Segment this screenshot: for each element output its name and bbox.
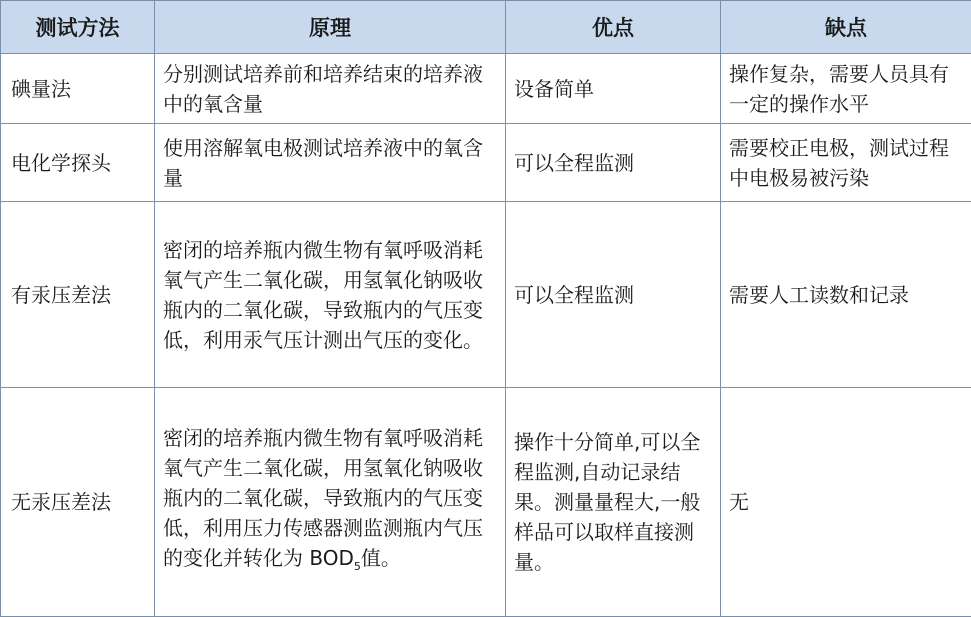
pros-cell: 可以全程监测 [506,124,721,202]
header-cons: 缺点 [721,1,971,54]
header-pros: 优点 [506,1,721,54]
principle-cell: 分别测试培养前和培养结束的培养液中的氧含量 [155,54,506,124]
table-row [1,54,971,124]
cons-cell: 操作复杂，需要人员具有一定的操作水平 [721,54,971,124]
principle-cell [155,388,506,617]
method-cell: 有汞压差法 [1,202,155,388]
principle-text-end: 值。 [361,546,401,570]
principle-text: 密闭的培养瓶内微生物有氧呼吸消耗氧气产生二氧化碳，用氢氧化钠吸收瓶内的二氧化碳，导致瓶内的气压变低，利用压力传感器测监测瓶内气压的变化并转化为 BOD [163,426,483,570]
cons-cell: 无 [721,388,971,617]
principle-cell: 密闭的培养瓶内微生物有氧呼吸消耗氧气产生二氧化碳，用氢氧化钠吸收瓶内的二氧化碳，导致瓶内的气压变低，利用汞气压计测出气压的变化。 [155,202,506,388]
method-cell: 电化学探头 [1,124,155,202]
header-method: 测试方法 [1,1,155,54]
bod-subscript: 5 [354,560,361,573]
method-cell: 碘量法 [1,54,155,124]
header-principle: 原理 [155,1,506,54]
principle-cell: 使用溶解氧电极测试培养液中的氧含量 [155,124,506,202]
table-row [1,124,971,202]
table-row [1,388,971,617]
pros-cell: 操作十分简单,可以全程监测,自动记录结果。测量量程大,一般样品可以取样直接测量。 [506,388,721,617]
cons-cell: 需要人工读数和记录 [721,202,971,388]
method-cell: 无汞压差法 [1,388,155,617]
pros-cell: 设备简单 [506,54,721,124]
pros-cell: 可以全程监测 [506,202,721,388]
header-row [1,1,971,54]
cons-cell: 需要校正电极，测试过程中电极易被污染 [721,124,971,202]
table-row [1,202,971,388]
